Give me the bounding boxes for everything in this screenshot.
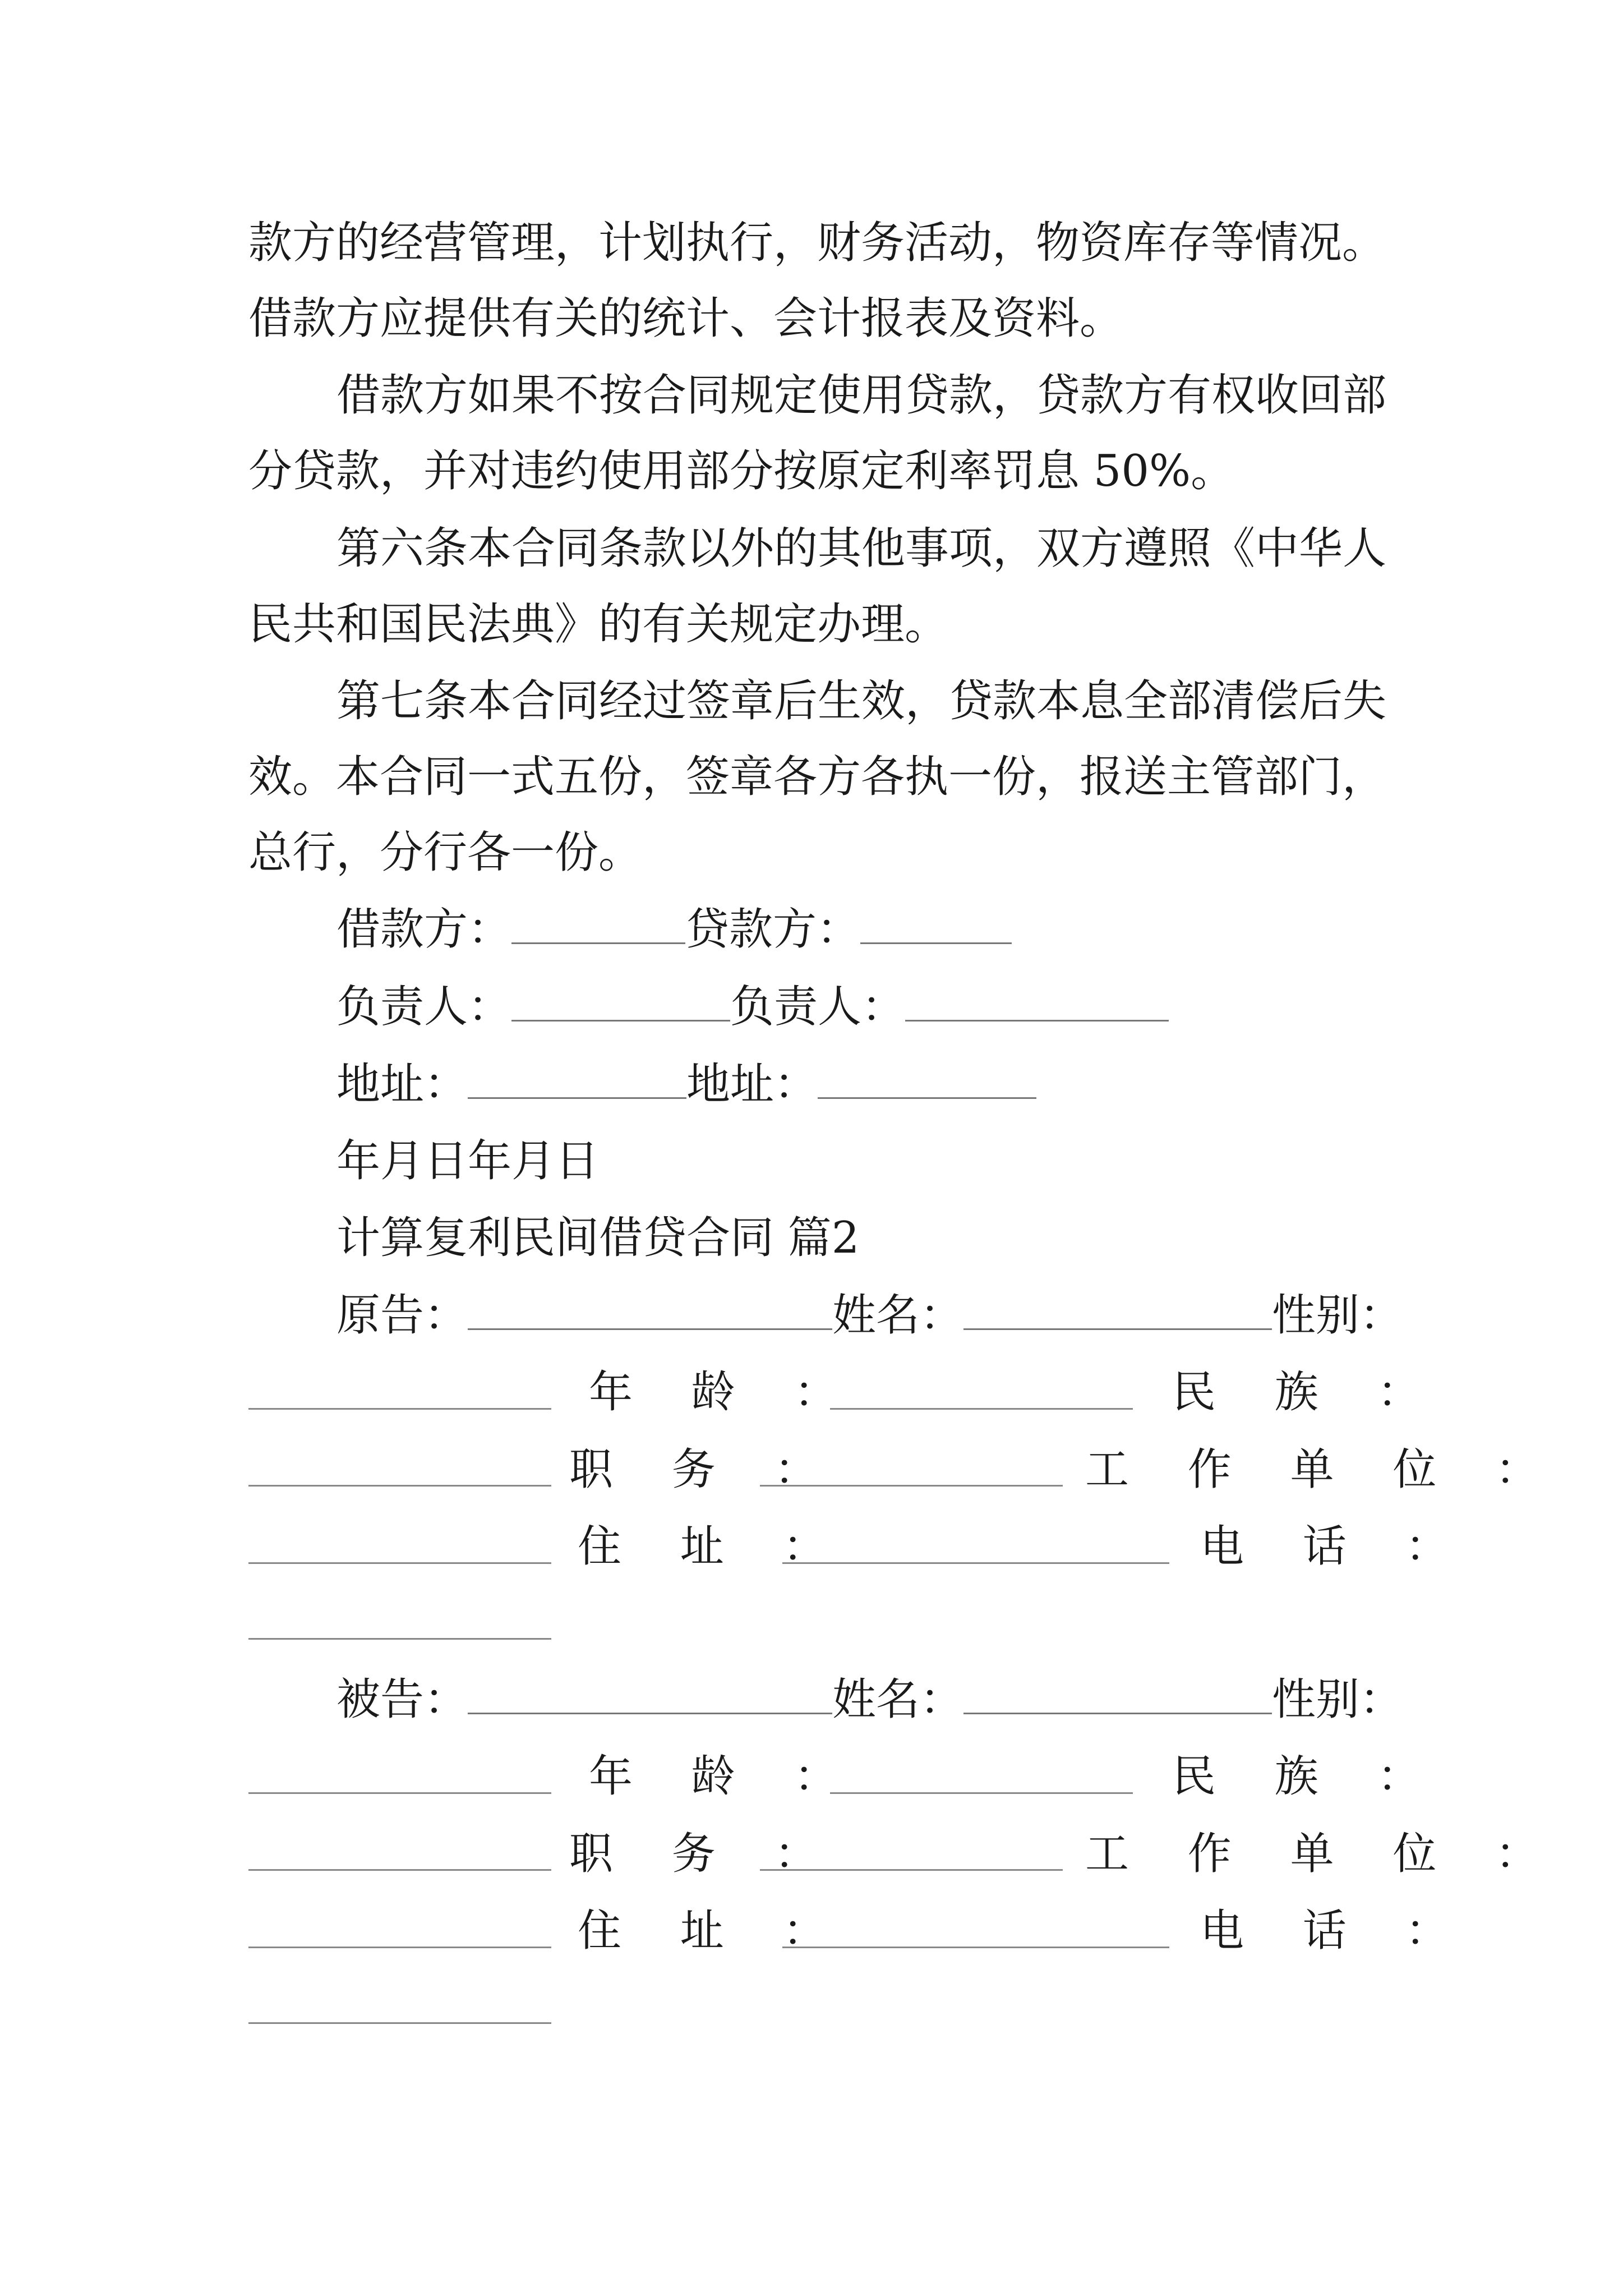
signature-row-borrower-lender	[336, 901, 1012, 958]
paragraph-line: 款方的经营管理，计划执行，财务活动，物资库存等情况。	[248, 218, 1386, 268]
plaintiff-phone-blank[interactable]	[248, 1638, 551, 1640]
section-2-title: 计算复利民间借贷合同 篇2	[336, 1213, 860, 1263]
paragraph-line: 第七条本合同经过签章后生效，贷款本息全部清偿后失	[336, 676, 1387, 726]
defendant-age-label: 年 龄 ：	[589, 1751, 860, 1802]
plaintiff-address-blank[interactable]	[782, 1562, 1169, 1564]
defendant-position-blank[interactable]	[760, 1869, 1063, 1871]
lender-head-blank[interactable]	[905, 981, 1169, 1022]
defendant-gender-blank[interactable]	[248, 1792, 551, 1794]
defendant-name-blank[interactable]	[963, 1673, 1272, 1714]
plaintiff-name-blank[interactable]	[963, 1289, 1272, 1330]
plaintiff-blank[interactable]	[468, 1289, 832, 1330]
defendant-ethnicity-label: 民 族 ：	[1172, 1751, 1444, 1802]
defendant-row-1	[336, 1672, 1403, 1728]
paragraph-line: 效。本合同一式五份，签章各方各执一份，报送主管部门，	[248, 752, 1386, 802]
defendant-phone-blank[interactable]	[248, 2022, 551, 2024]
defendant-ethnicity-blank[interactable]	[248, 1869, 551, 1871]
paragraph-line: 第六条本合同条款以外的其他事项，双方遵照《中华人	[336, 523, 1387, 574]
paragraph-line: 分贷款，并对违约使用部分按原定利率罚息 50%。	[248, 446, 1235, 496]
lender-head-label: 负责人：	[730, 982, 906, 1032]
plaintiff-gender-label: 性别：	[1272, 1290, 1404, 1341]
signature-row-addresses	[336, 1056, 1036, 1112]
defendant-workplace-blank[interactable]	[248, 1947, 551, 1948]
lender-address-label: 地址：	[686, 1059, 818, 1110]
plaintiff-ethnicity-blank[interactable]	[248, 1485, 551, 1487]
lender-label: 贷款方：	[685, 904, 861, 955]
defendant-workplace-label: 工 作 单 位 ：	[1085, 1829, 1562, 1879]
defendant-position-label: 职 务 ：	[569, 1829, 841, 1879]
plaintiff-name-label: 姓名：	[832, 1290, 964, 1341]
borrower-head-label: 负责人：	[336, 982, 512, 1032]
paragraph-line: 总行，分行各一份。	[248, 827, 643, 878]
borrower-blank[interactable]	[511, 903, 685, 944]
signature-row-heads	[336, 979, 1169, 1035]
plaintiff-label: 原告：	[336, 1290, 468, 1341]
borrower-address-blank[interactable]	[468, 1058, 686, 1099]
plaintiff-age-blank[interactable]	[830, 1408, 1133, 1410]
plaintiff-position-label: 职 务 ：	[569, 1444, 841, 1495]
paragraph-line: 借款方应提供有关的统计、会计报表及资料。	[248, 293, 1124, 344]
plaintiff-ethnicity-label: 民 族 ：	[1172, 1367, 1444, 1418]
defendant-age-blank[interactable]	[830, 1792, 1133, 1794]
lender-address-blank[interactable]	[818, 1058, 1036, 1099]
defendant-phone-label: 电 话 ：	[1200, 1906, 1472, 1956]
plaintiff-row-1	[336, 1287, 1403, 1343]
paragraph-line: 借款方如果不按合同规定使用贷款，贷款方有权收回部	[336, 370, 1387, 421]
lender-blank[interactable]	[860, 903, 1012, 944]
signature-dates: 年月日年月日	[336, 1136, 600, 1186]
defendant-label: 被告：	[336, 1674, 468, 1725]
plaintiff-workplace-blank[interactable]	[248, 1562, 551, 1564]
plaintiff-phone-label: 电 话 ：	[1200, 1521, 1472, 1572]
defendant-address-blank[interactable]	[782, 1947, 1169, 1948]
defendant-address-label: 住 址 ：	[578, 1906, 849, 1956]
paragraph-line: 民共和国民法典》的有关规定办理。	[248, 599, 949, 650]
plaintiff-position-blank[interactable]	[760, 1485, 1063, 1487]
borrower-address-label: 地址：	[336, 1059, 468, 1110]
borrower-head-blank[interactable]	[511, 981, 730, 1022]
plaintiff-workplace-label: 工 作 单 位 ：	[1085, 1444, 1562, 1495]
plaintiff-age-label: 年 龄 ：	[589, 1367, 860, 1418]
defendant-blank[interactable]	[468, 1673, 832, 1714]
plaintiff-address-label: 住 址 ：	[578, 1521, 849, 1572]
defendant-gender-label: 性别：	[1272, 1674, 1404, 1725]
borrower-label: 借款方：	[336, 904, 512, 955]
defendant-name-label: 姓名：	[832, 1674, 964, 1725]
plaintiff-gender-blank[interactable]	[248, 1408, 551, 1410]
